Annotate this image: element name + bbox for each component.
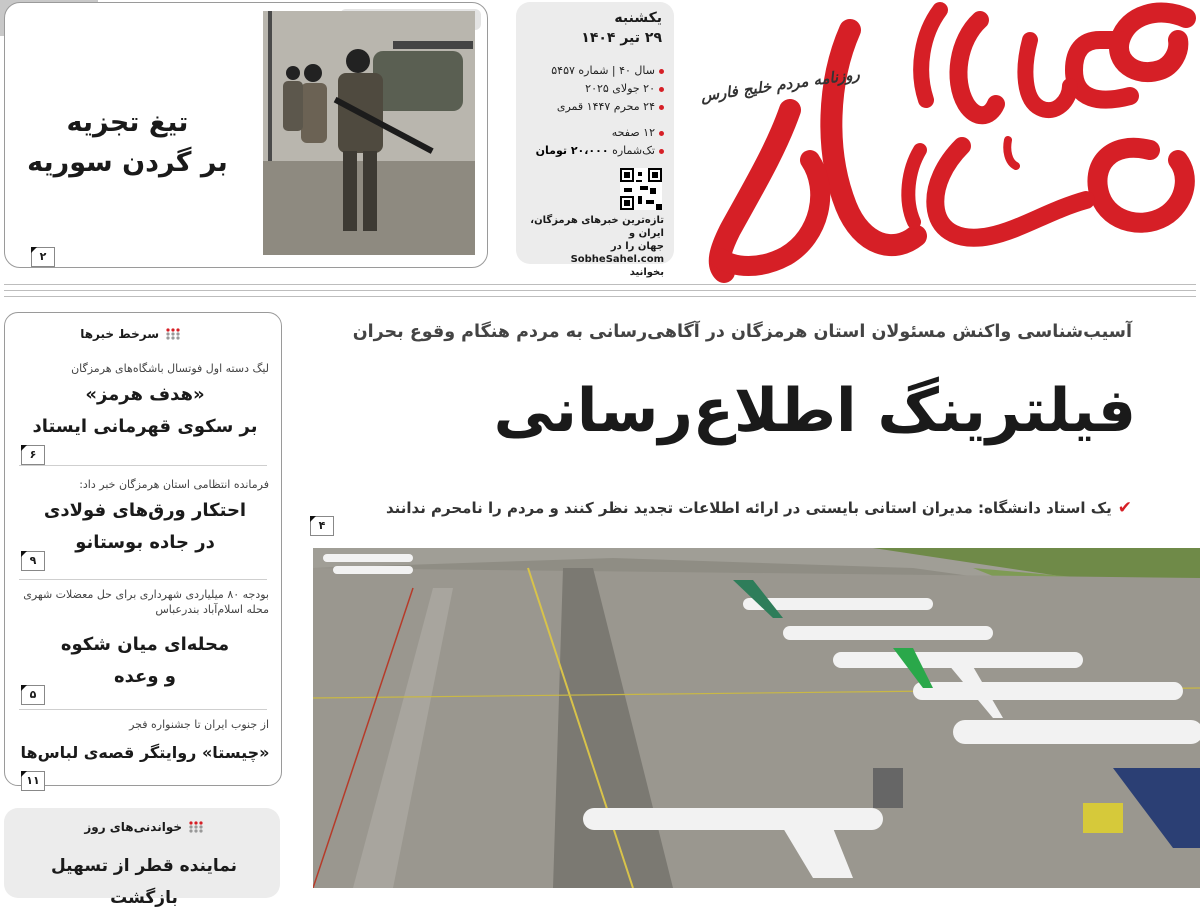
issue-day: یکشنبه [614, 10, 662, 26]
divider [19, 465, 267, 466]
sidebar-item-3-headline[interactable]: محله‌ای میان شکوه و وعده [60, 634, 230, 687]
opinion-headline-line1: تیغ تجزیه [66, 107, 189, 138]
sidebar-item-4-page: ۱۱ [21, 771, 45, 791]
opinion-headline-line2: بر گردن سوریه [27, 147, 228, 178]
sidebar-item-4-kicker: از جنوب ایران تا جشنواره فجر [129, 718, 269, 731]
sidebar-title-wrap [80, 327, 181, 341]
opinion-box[interactable] [4, 2, 488, 268]
sidebar-item-1-kicker: لیگ دسته اول فوتسال باشگاه‌های هرمزگان [71, 362, 269, 375]
price-value: ۲۰،۰۰۰ تومان [535, 144, 609, 157]
sidebar-item-2-kicker: فرمانده انتظامی استان هرمزگان خبر داد: [79, 478, 269, 491]
masthead-subtitle: روزنامه مردم خلیج فارس [699, 64, 861, 106]
main-photo-airport [313, 548, 1200, 888]
readers-headline[interactable]: نماینده قطر از تسهیل بازگشت [51, 856, 237, 908]
opinion-photo [263, 11, 475, 255]
bullet-icon [659, 87, 664, 92]
readers-title-wrap [84, 820, 204, 834]
issue-line-pages: ۱۲ صفحه [612, 126, 664, 139]
bullet-icon [659, 149, 664, 154]
sidebar-item-2-headline[interactable]: احتکار ورق‌های فولادی در جاده بوستانو [43, 500, 247, 553]
sidebar-title: سرخط خبرها [80, 327, 159, 341]
divider [19, 709, 267, 710]
issue-line-hijri: ۲۴ محرم ۱۴۴۷ قمری [557, 100, 664, 113]
issue-line-price: تک‌شماره ۲۰،۰۰۰ تومان [536, 144, 664, 157]
opinion-page-number: ۲ [31, 247, 55, 267]
checkmark-icon: ✔ [1117, 498, 1132, 518]
sidebar-item-3-kicker: بودجه ۸۰ میلیاردی شهرداری برای حل معضلات شهری محله اسلام‌آباد بندرعباس [23, 588, 269, 616]
issue-line-gregorian: ۲۰ جولای ۲۰۲۵ [585, 82, 664, 95]
headlines-sidebar [4, 312, 282, 786]
issue-info-box [516, 2, 674, 278]
bullet-icon [659, 69, 664, 74]
masthead-logo[interactable] [690, 0, 1198, 290]
divider [4, 290, 1196, 291]
sidebar-item-1-page: ۶ [21, 445, 45, 465]
readers-picks-box [4, 808, 280, 908]
divider [19, 579, 267, 580]
issue-line-volume: سال ۴۰ | شماره ۵۴۵۷ [551, 64, 664, 77]
grid-dots-icon [165, 327, 181, 341]
divider [4, 296, 1196, 297]
opinion-headline[interactable] [20, 103, 235, 183]
qr-code-icon[interactable] [620, 168, 662, 210]
bullet-icon [659, 105, 664, 110]
grid-dots-icon [188, 820, 204, 834]
main-page-number: ۴ [310, 516, 334, 536]
readers-title: خواندنی‌های روز [84, 820, 182, 834]
sidebar-item-1-headline[interactable]: «هدف هرمز» بر سکوی قهرمانی ایستاد [32, 384, 258, 437]
main-headline[interactable]: فیلترینگ اطلاع‌رسانی [493, 376, 1136, 446]
issue-date: ۲۹ تیر ۱۴۰۴ [581, 30, 662, 46]
sidebar-item-4-headline[interactable]: «چیستا» روایتگر قصه‌ی لباس‌ها [20, 743, 270, 762]
main-lead: ✔یک استاد دانشگاه: مدیران استانی بایستی در ارائه اطلاعات تجدید نظر کنند و مردم را نامحرم ندانند [385, 498, 1132, 518]
sidebar-item-2-page: ۹ [21, 551, 45, 571]
bullet-icon [659, 131, 664, 136]
divider [4, 284, 1196, 285]
main-supra-headline: آسیب‌شناسی واکنش مسئولان استان هرمزگان در آگاهی‌رسانی به مردم هنگام وقوع بحران [352, 322, 1132, 342]
sidebar-item-3-page: ۵ [21, 685, 45, 705]
website-promo[interactable]: تازه‌ترین خبرهای هرمزگان، ایران و جهان را در SobheSahel.com بخوانید [530, 215, 664, 278]
